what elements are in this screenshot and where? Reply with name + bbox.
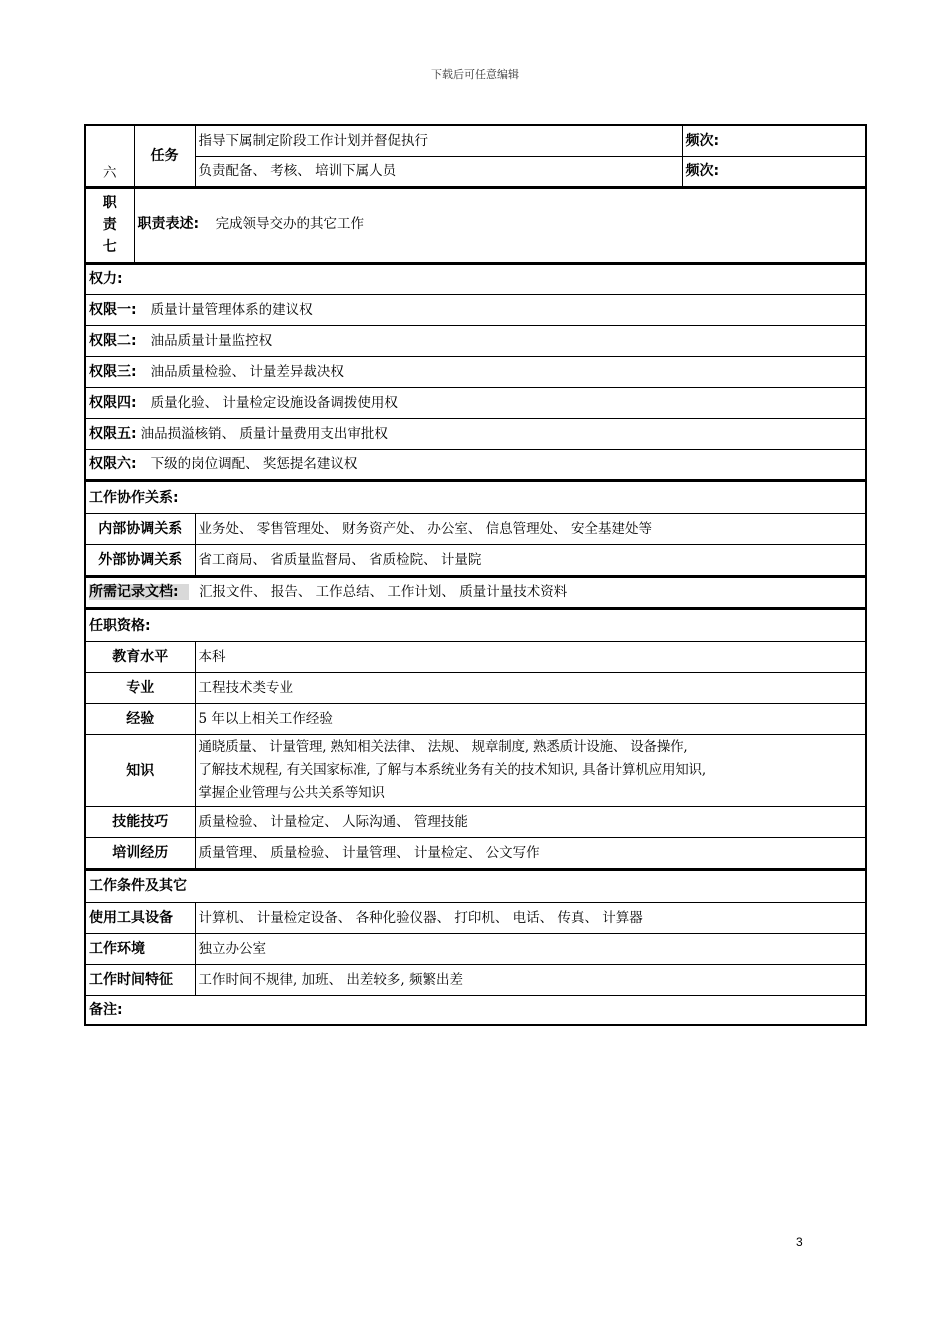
condition-label: 工作环境 <box>85 933 195 964</box>
qualification-text: 本科 <box>195 642 866 673</box>
duty-seven-table <box>84 188 867 264</box>
condition-text: 独立办公室 <box>195 933 866 964</box>
duty-seven-index-line-1: 职 <box>102 195 117 212</box>
duty-seven-label: 职责表述: <box>137 216 200 232</box>
power-row <box>85 387 866 418</box>
powers-table <box>84 264 867 482</box>
duty-six-label: 任务 <box>134 125 195 187</box>
conditions-title: 工作条件及其它 <box>85 870 866 902</box>
duty-seven-text: 完成领导交办的其它工作 <box>215 216 365 232</box>
duty-six-table <box>84 124 867 188</box>
duty-seven-content <box>134 189 866 263</box>
duty-seven-index <box>85 189 134 263</box>
condition-label: 工作时间特征 <box>85 964 195 995</box>
qualifications-title: 任职资格: <box>85 610 866 642</box>
qualification-text: 质量检验、 计量检定、 人际沟通、 管理技能 <box>195 807 866 838</box>
knowledge-line-2: 了解技术规程, 有关国家标准, 了解与本系统业务有关的技术知识, 具备计算机应用知识, <box>198 762 706 778</box>
cooperation-title: 工作协作关系: <box>85 482 866 514</box>
powers-title: 权力: <box>85 264 866 294</box>
power-label: 权限六: <box>89 456 137 473</box>
power-text: 质量化验、 计量检定设施设备调拨使用权 <box>150 394 398 411</box>
job-description-table <box>84 124 865 1026</box>
duty-six-task-2-frequency: 频次: <box>682 156 866 187</box>
power-row <box>85 418 866 449</box>
power-row <box>85 325 866 356</box>
external-coordination-text: 省工商局、 省质量监督局、 省质检院、 计量院 <box>195 545 866 576</box>
condition-text: 计算机、 计量检定设备、 各种化验仪器、 打印机、 电话、 传真、 计算器 <box>195 902 866 933</box>
records-row <box>85 577 866 608</box>
power-text: 油品质量计量监控权 <box>150 332 273 349</box>
qualification-text: 质量管理、 质量检验、 计量管理、 计量检定、 公文写作 <box>195 838 866 869</box>
qualification-label: 经验 <box>85 704 195 735</box>
knowledge-line-1: 通晓质量、 计量管理, 熟知相关法律、 法规、 规章制度, 熟悉质计设施、 设备操作, <box>198 739 688 755</box>
power-text: 下级的岗位调配、 奖惩提名建议权 <box>150 456 358 473</box>
qualification-label: 培训经历 <box>85 838 195 869</box>
qualifications-table <box>84 609 867 870</box>
knowledge-text <box>195 735 866 807</box>
qualification-text: 工程技术类专业 <box>195 673 866 704</box>
internal-coordination-label: 内部协调关系 <box>85 514 195 545</box>
power-text: 油品质量检验、 计量差异裁决权 <box>150 363 344 380</box>
records-table <box>84 577 867 610</box>
qualification-text: 5 年以上相关工作经验 <box>195 704 866 735</box>
records-label: 所需记录文档: <box>89 584 189 600</box>
header-note: 下载后可任意编辑 <box>431 68 519 81</box>
qualification-label: 技能技巧 <box>85 807 195 838</box>
power-label: 权限三: <box>89 363 137 380</box>
internal-coordination-text: 业务处、 零售管理处、 财务资产处、 办公室、 信息管理处、 安全基建处等 <box>195 514 866 545</box>
records-text: 汇报文件、 报告、 工作总结、 工作计划、 质量计量技术资料 <box>199 584 568 601</box>
duty-six-task-2: 负责配备、 考核、 培训下属人员 <box>195 156 682 187</box>
external-coordination-label: 外部协调关系 <box>85 545 195 576</box>
duty-seven-index-line-2: 责 <box>102 217 117 234</box>
condition-label: 使用工具设备 <box>85 902 195 933</box>
duty-six-task-1-frequency: 频次: <box>682 125 866 156</box>
duty-seven-index-line-3: 七 <box>102 239 117 256</box>
power-row <box>85 449 866 480</box>
power-row <box>85 294 866 325</box>
power-label: 权限一: <box>89 301 137 318</box>
page-number: 3 <box>796 1235 803 1249</box>
power-text: 质量计量管理体系的建议权 <box>150 301 313 318</box>
knowledge-line-3: 掌握企业管理与公共关系等知识 <box>198 785 385 801</box>
duty-six-index: 六 <box>85 125 134 187</box>
qualification-label: 专业 <box>85 673 195 704</box>
conditions-table <box>84 870 867 1027</box>
qualification-label: 教育水平 <box>85 642 195 673</box>
duty-six-task-1: 指导下属制定阶段工作计划并督促执行 <box>195 125 682 156</box>
cooperation-table <box>84 481 867 577</box>
power-label: 权限五: <box>89 425 137 442</box>
power-label: 权限二: <box>89 332 137 349</box>
power-label: 权限四: <box>89 394 137 411</box>
power-text: 油品损溢核销、 质量计量费用支出审批权 <box>140 425 388 442</box>
qualification-label: 知识 <box>85 735 195 807</box>
power-row <box>85 356 866 387</box>
condition-text: 工作时间不规律, 加班、 出差较多, 频繁出差 <box>195 964 866 995</box>
remarks-label: 备注: <box>85 995 866 1025</box>
